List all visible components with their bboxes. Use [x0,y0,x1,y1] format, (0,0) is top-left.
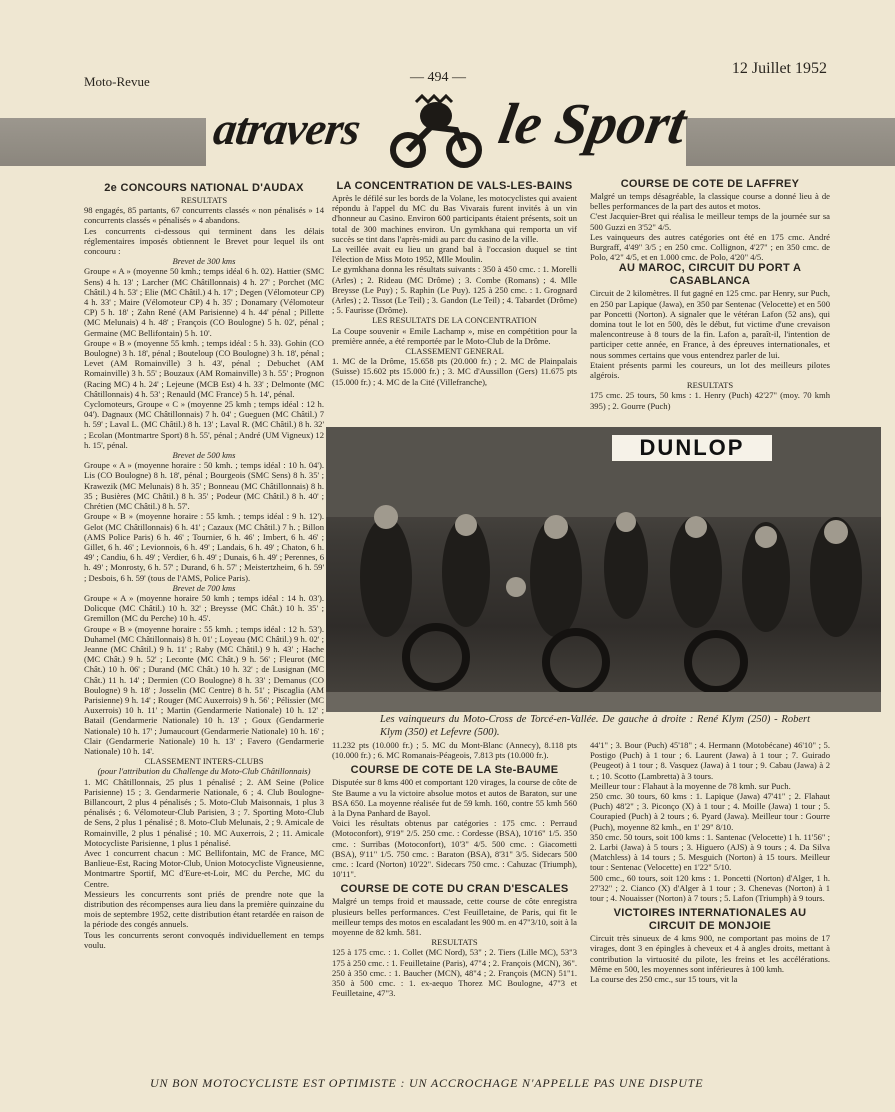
group-a-500: Groupe « A » (moyenne horaire : 50 kmh. ; temps idéal : 10 h. 04'). Lis (CO Boulogne) 8 h. 18', pénal ; Bourgeois (SMC Sens) 8 h. 35' ; Krawezik (MC Melunais) 8 h. 35' ; Bonneau (MC Châtillonnais) 8 h. 35 ; Busières (MC Châtil.) 8 h. 35' ; Podeur (MC Châtil.) 8 h. 40' ; Chrétien (MC Châtil.) 8 h. 57'. [84,460,324,512]
monjoie-p7: La course des 250 cmc., sur 15 tours, vit la [590,974,738,985]
banner-title-left: atravers [210,103,363,154]
brevet-500-label: Brevet de 500 kms [172,450,236,461]
clubs-ranking-2: Avec 1 concurrent chacun : MC Bellifontain, MC de France, MC Banlieue-Est, Racing Motor-Club, Union Motocycliste Vigneusienne, Montmartre Sportif, MC d'Eure-et-Loir, MC du Perche, MC du Centre. [84,848,324,889]
laffrey-p1: Malgré un temps désagréable, la classique course a donné lieu à de belles performances de la part des autos et motos. [590,191,830,212]
group-a-700: Groupe « A » (moyenne horaire 50 kmh ; temps idéal : 14 h. 03'). Dolicque (MC Châtil.) 10 h. 32' ; Breysse (MC Chât.) 10 h. 35' ; Gremillon (MC du Perche) 10 h. 45'. [84,592,324,624]
group-b-500: Groupe « B » (moyenne horaire : 55 kmh. ; temps idéal : 9 h. 12'). Gelot (MC Châtillonnais) 6 h. 41' ; Cazaux (MC Châtil.) 7 h. ; Billon (AMS Police Paris) 6 h. 46' ; Tournier, 6 h. 46' ; Imbert, 6 h. 46' ; Gillet, 6 h. 46' ; Levionnois, 6 h. 49' ; Landais, 6 h. 49' ; Chaton, 6 h. 49' ; Candiu, 6 h. 49' ; Verdier, 6 h. 49' ; Dunais, 6 h. 49' ; Perennes, 6 h. 49' ; Monrosty, 6 h. 57' ; Durand, 6 h. 57' ; Meistertzheim, 6 h. 59' ; Desbois, 6 h. 59' (tous de l'AMS, Police Paris). [84,511,324,583]
audax-closing-2: Tous les concurrents seront convoqués individuellement en temps voulu. [84,929,324,950]
casa-p5: 500 cmc., 60 tours, soit 120 kms : 1. Poncetti (Norton) d'Alger, 1 h. 27'32" ; 2. Cianco (X) d'Alger à 1 tour ; 3. Chenevas (Norton) à 1 tour ; 4. Nouaisser (Norton) à 7 tours ; 5. Lafon (Triumph) à 9 tours. [590,872,830,904]
maroc-p5: Etaient présents parmi les coureurs, un lot des meilleurs pilotes algérois. [590,359,830,381]
banner-title-right: le Sport [494,91,692,156]
footer-slogan: UN BON MOTOCYCLISTE EST OPTIMISTE : UN ACCROCHAGE N'APPELLE PAS UNE DISPUTE [150,1076,704,1090]
group-b-700: Groupe « B » (moyenne horaire : 55 kmh. ; temps idéal : 12 h. 53'). Duhamel (MC Châtillonnais) 8 h. 01' ; Loyeau (MC Châtil.) 9 h. 02' ; Jeanne (MC Châtil.) 9 h. 11' ; Raby (MC Châtil.) 9 h. 43' ; Hache (MC Chât.) 9 h. 52' ; Leconte (MC Chât.) 9 h. 56' ; Fleurot (MC Chât.) 10 h. 06' ; Durand (MC Chât.) 10 h. 32' ; de Lusignan (MC Chât.) 11 h. 14' ; Dermien (CO Boulogne) 8 h. 33' ; Demanus (CO Boulogne) 9 h. 18' ; Josselin (MC Centre) 8 h. 51' ; Piscaglia (AM Parisienne) 9 h. 14' ; Rouger (MC Auxerrois) 9 h. 56' ; Pélissier (MC Auxerrois) 10 h. 11' ; Martin (Gendarmerie Nationale) 10 h. 12' ; Batail (Gendarmerie Nationale) 10 h. 13' ; Goux (Gendarmerie Nationale) 10 h. 17' ; Jumaucourt (Gendarmerie Nationale) 10 h. 16' ; Clair (Gendarmerie Nationale) 10 h. 13' ; Favero (Gendarmerie Nationale) 10 h. 14'. [84,623,324,756]
audax-intro: 98 engagés, 85 partants, 67 concurrents classés « non pénalisés » 14 concurrents classés « pénalisés » 4 abandons. [84,205,324,226]
photo-caption: Les vainqueurs du Moto-Cross de Torcé-en-Vallée. De gauche à droite : René Klym (250) - Robert Klym (350) et Lefevre (500). [380,714,810,738]
cran-escales-p3: Malgré un temps froid et maussade, cette course de côte enregistra plusieurs belles performances. C'est Feuilletaine, de Paris, qui fit le meilleur temps des motos en escaladant les 900 m. en 47"3/10, soit à la moyenne de 82 kmh. 581. [332,896,577,938]
column-audax [84,182,324,950]
column-casablanca-cont [590,740,830,984]
monjoie-heading: VICTOIRES INTERNATIONALES AU CIRCUIT DE MONJOIE [613,907,807,933]
audax-results-label: RESULTATS [180,195,228,205]
audax-intro2: Les concurrents ci-dessous qui terminent dans les délais réglementaires imposés obtiennent le Brevet pour lequel ils ont concouru : [84,225,324,257]
cran-escales-p4: 125 à 175 cmc. : 1. Collet (MC Nord), 53" ; 2. Tiers (Lille MC), 53"3 175 à 250 cmc. : 1. Feuilletaine (Paris), 47"4 ; 2. François (MCN), 36". 250 à 350 cmc. : 1. Baucher (MCN), 48"4 ; 2. François (MCN) 51"1. 350 à 500 cmc. : 1. ex-aequo Thorez MC Boulogne, 47"3 et Feuilletaine, 47"3. [332,947,577,999]
clubs-heading: CLASSEMENT INTERS-CLUBS [144,756,264,767]
clubs-subheading: (pour l'attribution du Challenge du Moto-Club Châtillonnais) [97,766,311,777]
monjoie-p6: Circuit très sinueux de 4 kms 900, ne comportant pas moins de 17 virages, dont 3 en épingles à cheveux et 4 à angles droits, mettant à contribution la virtuosité du pilote, les freins et les accélérations. Même en 500, les moyennes sont inférieures à 100 kmh. [590,933,830,974]
vals-subheading: LES RESULTATS DE LA CONCENTRATION [372,315,537,326]
brevet-300-label: Brevet de 300 kms [172,256,236,267]
crowd-illustration [326,427,881,712]
column-laffrey [590,178,830,411]
casa-p4: 350 cmc. 50 tours, soit 100 kms : 1. Santenac (Velocette) 1 h. 11'56" ; 2. Larbi (Jawa) à 5 tours ; 3. Higuero (AJS) à 9 tours ; 4. Da Silva (Matchless) à 14 tours ; 5. Mesguich (Norton) à 15 tours. Meilleur tour : Sentenac (Velocette) en 1'22" 5/10. [590,831,830,873]
vals-heading: LA CONCENTRATION DE VALS-LES-BAINS [336,180,573,192]
audax-closing: Messieurs les concurrents sont priés de prendre note que la distribution des récompenses aura lieu dans la première quinzaine du mois de septembre 1952, cette distribution étant retardée en raison de la période des congés annuels. [84,888,324,930]
vals-p1: Après le défilé sur les bords de la Volane, les motocyclistes qui avaient répondu à l'appel du MC du Bas Vivarais furent invités à un vin d'honneur au Casino. Environ 600 participants étaient présents, soit un total de 300 machines environ. Un gymkhana qui remporta un vif succès se tint dans l'après-midi au parc du casino de la ville. [332,193,577,244]
maroc-p6: 175 cmc. 25 tours, 50 kms : 1. Henry (Puch) 42'27" (moy. 70 kmh 395) ; 2. Gourre (Puch) [590,390,830,411]
dunlop-sign: DUNLOP [612,435,772,461]
vals-p3: Le gymkhana donna les résultats suivants : 350 à 450 cmc. : 1. Morelli (Arles) ; 2. Rideau (MC Drôme) ; 3. Combe (Romans) ; 4. Mlle Breysse (Le Puy) ; 5. Raphin (Le Puy). 125 à 250 cmc. : 1. Grognard (Arles) ; 2. Tissot (Le Teil) ; 3. Gandon (Le Teil) ; 4. Tabardet (Drôme) ; 5. Faurisse (Drôme). [332,264,577,316]
maroc-p4: Circuit de 2 kilomètres. Il fut gagné en 125 cmc. par Henry, sur Puch, en 250 par Lapique (Jawa), en 350 par Sentenac (Velocette) et en 500 par Poncetti (Norton). A signaler que le vétéran Lafon (52 ans), qui domina tout le lot en 500, dès le début, fut victime d'une crevaison malencontreuse à 8 tours de la fin. Lafon a, paraît-il, l'intention de participer cette année, en France, à des épreuves internationales, et nous sommes certains que vous entendrez parler de lui. [590,288,830,360]
group-b-300: Groupe « B » (moyenne 55 kmh. ; temps idéal : 5 h. 33). Gohin (CO Boulogne) 3 h. 18', pénal ; Bouteloup (CO Boulogne) 3 h. 18', pénal ; Levet (AM Romainville) 3 h. 43', pénal ; Debuchet (AM Romainville) 3 h. 55' ; Bouzaux (AM Romainville) 3 h. 55' ; Prognon (Racing MC) 4 h. 24' ; Lejeune (MCB Est) 4 h. 33' ; Delmonte (MC Châtillonnais) 4 h. 53' ; Renauld (MC France) 5 h. 14', pénal. [84,337,324,399]
ste-baume-heading: COURSE DE COTE DE LA Ste-BAUME [350,764,559,777]
clubs-ranking: 1. MC Châtillonnais, 25 plus 1 pénalisé ; 2. AM Seine (Police Parisienne) 15 ; 3. Gendarmerie Nationale, 6 ; 4. Club Boulogne-Billancourt, 2 plus 4 pénalisés ; 5. Moto-Club Maisonnais, 1 plus 3 pénalisés ; 6. Vélomoteur-Club Parisien, 3 ; 7. Sporting Moto-Club de Sens, 2 plus 1 pénalisé ; 8. Moto-Club Melunais, 2 ; 9. Amicale de Romainville, 2 plus 1 pénalisé ; 10. MC Auxerrois, 2 ; 11. Amicale Motocycliste Parisienne, 1 plus 1 pénalisé. [84,776,324,848]
cran-results-label: RESULTATS [431,937,478,948]
laffrey-p2: C'est Jacquier-Bret qui réalisa le meilleur temps de la journée sur sa 500 Guzzi en 3'52" 4/5. [590,211,830,232]
vals-p2: La veillée avait eu lieu un grand bal à l'occasion duquel se tint l'élection de Miss Moto 1952, Mlle Moulin. [332,244,577,265]
page-number: — 494 — [410,70,466,85]
motorcycle-icon [386,92,486,170]
cran-escales-heading: COURSE DE COTE DU CRAN D'ESCALES [340,883,569,896]
casa-p3: 250 cmc. 30 tours, 60 kms : 1. Lapique (Jawa) 47'41" ; 2. Flahaut (Puch) 48'2" ; 3. Piconço (X) à 1 tour ; 4. Moille (Jawa) 1 tour ; 5. Courapied (Puch) à 2 tours ; 6. Pyard (Jawa). Meilleur tour : Gourre (Puch), moyenne 82 kmh., en 1' 29" 8/10. [590,791,830,832]
issue-date: 12 Juillet 1952 [731,60,827,77]
casa-p2: Meilleur tour : Flahaut à la moyenne de 78 kmh. sur Puch. [590,780,791,791]
casa-p1: 44'1" ; 3. Bour (Puch) 45'18" ; 4. Hermann (Motobécane) 46'10" ; 5. Postigo (Puch) à 1 tour ; 6. Laurent (Jawa) à 1 tour ; 7. Guirado (Peugeot) à 1 tour ; 8. Vasquez (Jawa) à 1 tour ; 9. Cabau (Jawa) à 2 t. ; 10. Scotto (Lambretta) à 3 tours. [590,740,830,781]
maroc-heading: AU MAROC, CIRCUIT DU PORT A CASABLANCA [618,262,802,288]
audax-heading: 2e CONCOURS NATIONAL D'AUDAX [104,182,304,194]
ste-baume-p1: Disputée sur 8 kms 400 et comportant 120 virages, la course de côte de Ste Baume a vu la victoire absolue motos et autos de Baraton, sur une BSA 650. La moyenne réalisée fut de 59 kmh. 160, contre 55 kmh 560 à la Dyna Panhard de Bayol. [332,777,577,819]
vals-p5: 1. MC de la Drôme, 15.658 pts (20.000 fr.) ; 2. MC de Plainpalais (Suisse) 15.602 pts 15.000 fr.) ; 3. MC d'Aussillon (Gers) 11.675 pts (15.000 fr.) ; 4. MC de la Cité (Villefranche), [332,356,577,387]
magazine-name: Moto-Revue [84,74,150,89]
vals-subheading-2: CLASSEMENT GENERAL [405,346,504,357]
brevet-700-label: Brevet de 700 kms [172,582,236,593]
column-vals-les-bains [332,180,577,387]
laffrey-p3: Les vainqueurs des autres catégories ont été en 175 cmc. André Burgraff, 4'49" 3/5 ; en 250 cmc. Collignon, 4'27" ; en 350 cmc. de Polo, 4'2" 4/5, et en 1.000 cmc. de Polo, 4'20" 4/5. [590,231,830,263]
photo-motocross-winners [326,427,881,712]
vals-p4: La Coupe souvenir « Emile Lachamp », mise en compétition pour la première année, a été remportée par le Moto-Club de la Drôme. [332,325,577,346]
column-ste-baume [332,740,577,998]
group-c-300: Cyclomoteurs, Groupe « C » (moyenne 25 kmh ; temps idéal : 12 h. 04'). Dagnaux (MC Châtillonnais) 7 h. 04' ; Gueguen (MC Châtil.) 7 h. 59' ; Laval L. (MC Châtil.) 8 h. 13' ; Laval R. (MC Châtil.) 8 h. 32' ; Ecolan (Montmartre Sport) 8 h. 55', pénal ; André (UM Vigneux) 12 h. 15', pénal. [84,399,324,450]
laffrey-heading: COURSE DE COTE DE LAFFREY [620,178,800,190]
group-a-300: Groupe « A » (moyenne 50 kmh.; temps idéal 6 h. 02). Hattier (SMC Sens) 4 h. 13' ; Larcher (MC Châtillonnais) 4 h. 27' ; Porchet (MC Châtil.) 4 h. 53' ; Elie (MC Châtil.) 4 h. 17' ; Degen (Vélomoteur CP) 4 h. 33' ; Maire (Vélomoteur CP) 4 h. 35' ; Donamary (Vélomoteur CP) 5 h. 18' ; Zahn René (AM Parisienne) 4 h. 44' pénal ; Pillette (MC Melunais) 4 h. 48' ; François (CO Boulogne) 5 h. 02', pénal ; Germaine (MC Bellifontain) 5 h. 10'. [84,266,324,338]
maroc-results-label: RESULTATS [686,380,734,391]
ste-baume-p2: Voici les résultats obtenus par catégories : 175 cmc. : Perraud (Motoconfort), 9'19" 2/5. 250 cmc. : Cordesse (BSA), 10'16" 1/5. 350 cmc. : Surribas (Motoconfort), 10'3" 4/5. 500 cmc. : Giacometti (BSA), 9'11" 1/5. 750 cmc. : Baraton (BSA), 8'31" 3/5. Sidecars 500 cmc. : Icard (Norton) 10'22". Sidecars 750 cmc. : Cahuzac (Triumph), 10'11". [332,818,577,880]
vals-continued: 11.232 pts (10.000 fr.) ; 5. MC du Mont-Blanc (Annecy), 8.118 pts (10.000 fr.) ; 6. MC Romanais-Péageois, 7.813 pts (10.000 fr.). [332,740,577,761]
